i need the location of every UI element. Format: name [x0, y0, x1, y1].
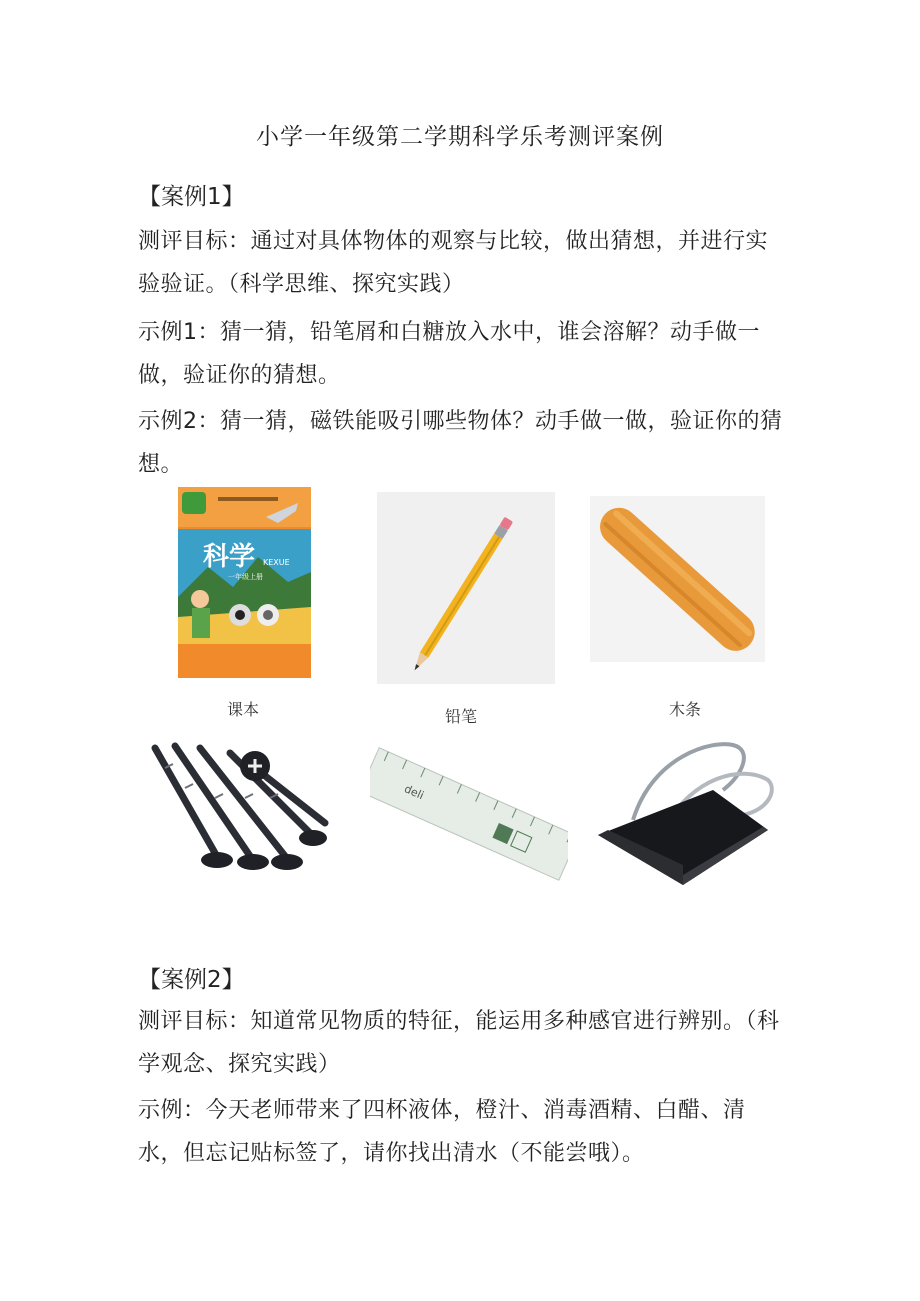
case1-goal: 测评目标：通过对具体物体的观察与比较，做出猜想，并进行实验验证。（科学思维、探究实践） — [138, 229, 769, 297]
case2-heading: 【案例2】 — [138, 967, 245, 993]
textbook-image — [178, 487, 311, 678]
page-title: 小学一年级第二学期科学乐考测评案例 — [256, 124, 664, 150]
case1-heading: 【案例1】 — [138, 184, 245, 210]
case2-example: 示例：今天老师带来了四杯液体，橙汁、消毒酒精、白醋、清水，但忘记贴标签了，请你找出清水（不能尝哦）。 — [138, 1098, 746, 1166]
binder-clip-image — [593, 735, 779, 887]
textbook-cover-subtitle: KEXUE — [263, 558, 290, 567]
pencil-caption: 铅笔 — [445, 707, 478, 726]
textbook-cover-grade: 一年级上册 — [228, 573, 263, 581]
ruler-brand-text: deli — [402, 782, 426, 803]
case1-example2: 示例2：猜一猜，磁铁能吸引哪些物体？动手做一做，验证你的猜想。 — [138, 409, 783, 477]
wood-stick-image — [590, 496, 765, 662]
case2-goal: 测评目标：知道常见物质的特征，能运用多种感官进行辨别。（科学观念、探究实践） — [138, 1009, 780, 1077]
case1-example1: 示例1：猜一猜，铅笔屑和白糖放入水中，谁会溶解？动手做一做，验证你的猜想。 — [138, 320, 760, 388]
wood-stick-caption: 木条 — [669, 700, 702, 719]
ruler-image — [370, 738, 568, 891]
pencil-image — [377, 492, 555, 684]
screws-image — [145, 738, 340, 885]
textbook-caption: 课本 — [227, 700, 260, 719]
textbook-cover-title: 科学 — [203, 542, 256, 572]
